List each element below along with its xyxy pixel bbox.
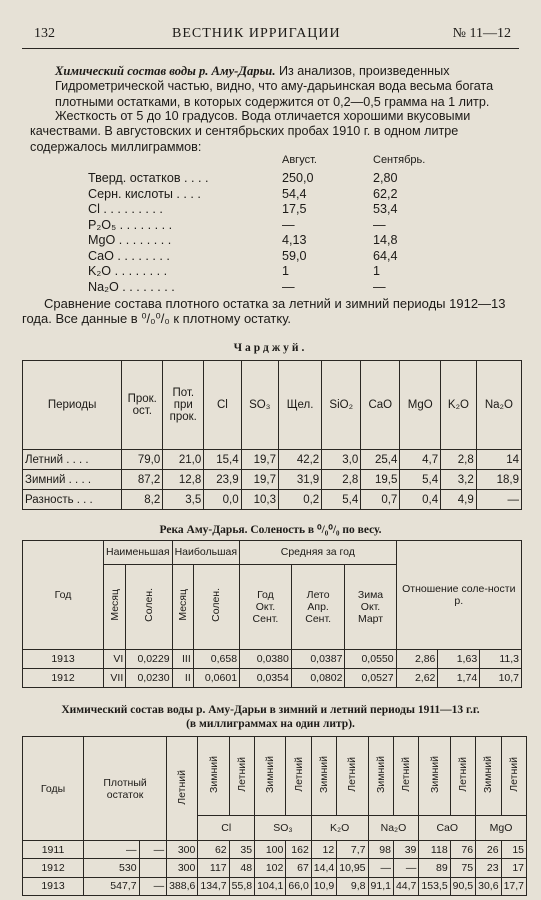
table-cell: 8,2 — [122, 490, 163, 510]
mini-row-sep: 62,2 — [373, 186, 398, 201]
row-label: Разность . . . — [23, 490, 122, 510]
table-cell: 0,0230 — [126, 668, 172, 687]
table-cell: — — [368, 859, 393, 877]
table3-subtitle: (в миллиграммах на один литр). — [186, 718, 355, 730]
table-cell: 0,0601 — [193, 668, 239, 687]
table-cell: 17,7 — [501, 877, 526, 895]
t2-h-min: Наименьшая — [104, 541, 173, 565]
table-cell: 35 — [229, 841, 254, 859]
table-cell: 547,7 — [84, 877, 140, 895]
table-cell: 388,6 — [167, 877, 198, 895]
table-cell: 2,62 — [396, 668, 438, 687]
row-label: Летний . . . . — [23, 450, 122, 470]
table-cell: 0,0380 — [240, 649, 292, 668]
table-row — [23, 668, 522, 687]
t3-h-so3-s: Летний — [292, 757, 305, 792]
table-cell: 10,95 — [337, 859, 368, 877]
mini-row-aug: — — [282, 279, 295, 294]
mini-table-row — [88, 248, 398, 264]
mini-row-label: Тверд. остатков . . . . — [88, 171, 209, 185]
page-header — [22, 26, 519, 46]
t3-h-cl-w: Зимний — [207, 755, 220, 793]
t2-h-month1: Месяц — [108, 589, 121, 621]
table-cell: 0,2 — [278, 490, 321, 510]
table-cell: 2,8 — [441, 450, 477, 470]
table-cell: 10,9 — [311, 877, 336, 895]
mini-row-label: Серн. кислоты . . . . — [88, 186, 201, 201]
t2-h-salt2: Солен. — [210, 588, 223, 623]
table-cell: 66,0 — [286, 877, 311, 895]
table1-title: Чарджуй. — [233, 342, 308, 354]
intro-paragraph — [55, 64, 525, 110]
table-composition — [22, 736, 527, 896]
table-cell: 118 — [419, 841, 450, 859]
row-label: 1912 — [23, 668, 104, 687]
table-cell: 0,0387 — [291, 649, 345, 668]
table-cell: 0,658 — [193, 649, 239, 668]
table-cell: 19,7 — [241, 450, 278, 470]
t2-h-year: Год — [23, 541, 104, 650]
table-cell: 15 — [501, 841, 526, 859]
table-cell: 2,8 — [322, 470, 361, 490]
table-cell: 117 — [198, 859, 229, 877]
t3-h-mgo-s: Летний — [507, 757, 520, 792]
table-row — [23, 877, 527, 895]
table-cell: 530 — [84, 859, 140, 877]
table-cell: 23 — [476, 859, 501, 877]
table-cell: 42,2 — [278, 450, 321, 470]
mini-row-label: MgO . . . . . . . . — [88, 233, 172, 247]
t3-h-cao-w: Зимний — [428, 755, 441, 793]
mini-table-row — [88, 202, 398, 217]
t3-h-cao-s: Летний — [456, 757, 469, 792]
mini-row-sep: — — [373, 217, 386, 232]
t3-h-so3-w: Зимний — [264, 755, 277, 793]
table-cell: 162 — [286, 841, 311, 859]
table-cell: 44,7 — [393, 877, 418, 895]
t3-h-na2o-s: Летний — [400, 757, 413, 792]
table-cell: III — [172, 649, 193, 668]
t2-h-winter: Зима — [357, 588, 384, 601]
t1-h-10: Na₂O — [476, 361, 521, 450]
t3-g-cao: CaO — [419, 815, 476, 840]
table-cell: 87,2 — [122, 470, 163, 490]
table-cell: 90,5 — [450, 877, 475, 895]
t1-h-7: CaO — [361, 361, 400, 450]
table-cell: 100 — [255, 841, 286, 859]
table-salinity — [22, 540, 522, 688]
table-chardzhui — [22, 360, 522, 510]
hardness-paragraph: Жесткость от 5 до 10 градусов. Вода отличается хорошими вкусовыми качествами. В августовских и сентябрьских пробах 1910 г. в одном литре содержалось миллиграммов: — [30, 109, 471, 154]
t2-h-summersub: Апр. Сент. — [305, 600, 332, 625]
t1-h-9: K₂O — [441, 361, 477, 450]
mini-table-row — [88, 217, 386, 233]
mini-row-aug: 17,5 — [282, 202, 307, 216]
t3-h-solid-summer: Летний — [176, 769, 189, 805]
table-row — [23, 450, 522, 470]
row-label: 1913 — [23, 649, 104, 668]
table-cell: 1,74 — [438, 668, 480, 687]
table-row — [23, 841, 527, 859]
table-cell: 0,4 — [400, 490, 441, 510]
table-cell: 134,7 — [198, 877, 229, 895]
table-cell: 104,1 — [255, 877, 286, 895]
row-label: 1912 — [23, 859, 84, 877]
t1-h-2: Пот. при прок. — [163, 361, 204, 450]
table-cell: 39 — [393, 841, 418, 859]
mini-table-row — [88, 186, 398, 202]
t1-h-1: Прок. ост. — [122, 361, 163, 450]
table-cell: 0,0802 — [291, 668, 345, 687]
table-cell: 3,2 — [441, 470, 477, 490]
table-cell: 89 — [419, 859, 450, 877]
table-cell: 14,4 — [311, 859, 336, 877]
t3-g-k2o: K₂O — [311, 815, 368, 840]
page-number: 132 — [34, 26, 55, 41]
t3-g-cl: Cl — [198, 815, 255, 840]
table-cell: 55,8 — [229, 877, 254, 895]
mini-row-label: K₂O . . . . . . . . — [88, 264, 168, 278]
mini-row-aug: 4,13 — [282, 233, 307, 247]
table-row — [23, 859, 527, 877]
table-cell: 5,4 — [400, 470, 441, 490]
table-cell: 19,7 — [241, 470, 278, 490]
mini-table-row — [88, 264, 381, 279]
mini-table-row — [88, 233, 398, 248]
intro-heading: Химический состав воды р. Аму-Дарьи. — [55, 64, 276, 78]
table-cell: 62 — [198, 841, 229, 859]
header-rule — [22, 48, 519, 49]
table-cell: 10,7 — [480, 668, 522, 687]
table3-title: Химический состав воды р. Аму-Дарьи в зимний и летний периоды 1911—13 г.г. — [61, 704, 480, 716]
mini-row-aug: 250,0 — [282, 171, 314, 185]
mini-row-label: P₂O₅ . . . . . . . . — [88, 217, 173, 232]
t1-h-5: Щел. — [278, 361, 321, 450]
table-cell: 75 — [450, 859, 475, 877]
table-cell: 98 — [368, 841, 393, 859]
table-cell: 21,0 — [163, 450, 204, 470]
t1-h-8: MgO — [400, 361, 441, 450]
mini-table-row — [88, 171, 398, 186]
table-cell: 30,6 — [476, 877, 501, 895]
table-cell: 25,4 — [361, 450, 400, 470]
mini-table-row — [88, 279, 386, 295]
table-cell: VI — [104, 649, 126, 668]
t2-h-wintersub: Окт. Март — [357, 600, 384, 625]
compare-paragraph: Сравнение состава плотного остатка за летний и зимний периоды 1912—13 года. Все данные в ⁰/₀⁰/₀ к плотному остатку. — [22, 296, 506, 327]
table-cell: 12 — [311, 841, 336, 859]
table-row — [23, 470, 522, 490]
t3-h-na2o-w: Зимний — [374, 755, 387, 793]
row-label: Зимний . . . . — [23, 470, 122, 490]
table-cell: 12,8 — [163, 470, 204, 490]
t2-h-yearcol: Год — [257, 588, 274, 601]
table-cell: 17 — [501, 859, 526, 877]
table-cell: 0,0354 — [240, 668, 292, 687]
t1-h-period: Периоды — [23, 361, 122, 450]
journal-title: ВЕСТНИК ИРРИГАЦИИ — [172, 26, 341, 41]
table-cell: 14 — [476, 450, 521, 470]
table-cell: 10,3 — [241, 490, 278, 510]
t2-h-month2: Месяц — [176, 589, 189, 621]
mini-row-sep: 53,4 — [373, 202, 398, 216]
table-row — [23, 649, 522, 668]
intro-text: Из анализов, произведенных Гидрометрической частью, видно, что аму-дарьинская вода весьма богата плотными остатками, в которых содержится от 0,2—0,5 грамма на 1 литр. — [55, 64, 494, 109]
table-cell: 0,0 — [204, 490, 241, 510]
table-cell: 1,63 — [438, 649, 480, 668]
table-cell: 11,3 — [480, 649, 522, 668]
table2-title: Река Аму-Дарья. Соленость в ⁰/₀⁰/₀ по весу. — [159, 524, 382, 536]
t1-h-4: SO₃ — [241, 361, 278, 450]
table-cell: VII — [104, 668, 126, 687]
table-cell: 4,9 — [441, 490, 477, 510]
mini-row-sep: 2,80 — [373, 171, 398, 185]
table-cell: 3,5 — [163, 490, 204, 510]
table-cell: 102 — [255, 859, 286, 877]
table-cell: 3,0 — [322, 450, 361, 470]
mini-row-aug: 1 — [282, 264, 290, 278]
t2-h-avg: Средняя за год — [240, 541, 397, 565]
table-cell: 0,7 — [361, 490, 400, 510]
table-cell: — — [476, 490, 521, 510]
t3-g-so3: SO₃ — [255, 815, 312, 840]
t3-h-k2o-w: Зимний — [318, 755, 331, 793]
issue-number: № 11—12 — [452, 26, 511, 41]
t1-h-3: Cl — [204, 361, 241, 450]
row-label: 1913 — [23, 877, 84, 895]
table-cell: — — [84, 841, 140, 859]
table-cell: 48 — [229, 859, 254, 877]
table-cell: — — [139, 841, 167, 859]
t2-h-summer: Лето — [306, 588, 330, 601]
table-cell: — — [139, 877, 167, 895]
table-cell: 18,9 — [476, 470, 521, 490]
mini-row-sep: 64,4 — [373, 248, 398, 263]
mini-row-sep: 1 — [373, 264, 381, 278]
t3-h-solid: Плотный остаток — [84, 737, 167, 841]
t2-h-ratio: Отношение соле-ности р. — [396, 541, 521, 650]
t3-h-cl-s: Летний — [235, 757, 248, 792]
table-cell: 26 — [476, 841, 501, 859]
table-cell: 31,9 — [278, 470, 321, 490]
mini-row-aug: — — [282, 217, 295, 232]
col-aug-header: Август. — [282, 154, 317, 166]
table-cell: 9,8 — [337, 877, 368, 895]
table-cell: — — [393, 859, 418, 877]
table-cell: 76 — [450, 841, 475, 859]
table-cell: 4,7 — [400, 450, 441, 470]
mini-row-aug: 54,4 — [282, 186, 307, 201]
t1-h-6: SiO₂ — [322, 361, 361, 450]
t2-h-max: Наибольшая — [172, 541, 239, 565]
table-cell: II — [172, 668, 193, 687]
table-cell: 15,4 — [204, 450, 241, 470]
table-cell: 0,0550 — [345, 649, 396, 668]
mini-row-aug: 59,0 — [282, 248, 307, 263]
t3-h-k2o-s: Летний — [346, 757, 359, 792]
t3-g-mgo: MgO — [476, 815, 527, 840]
t3-h-mgo-w: Зимний — [482, 755, 495, 793]
mini-row-sep: — — [373, 279, 386, 294]
t3-g-na2o: Na₂O — [368, 815, 419, 840]
table-cell: 91,1 — [368, 877, 393, 895]
table-cell: 19,5 — [361, 470, 400, 490]
table-cell: 300 — [167, 841, 198, 859]
mini-row-label: Cl . . . . . . . . . — [88, 202, 163, 216]
table-row — [23, 490, 522, 510]
table-cell: 67 — [286, 859, 311, 877]
mini-row-sep: 14,8 — [373, 233, 398, 247]
table-cell: 7,7 — [337, 841, 368, 859]
table-cell: 79,0 — [122, 450, 163, 470]
mini-row-label: CaO . . . . . . . . — [88, 248, 170, 263]
table-cell: 0,0229 — [126, 649, 172, 668]
col-sep-header: Сентябрь. — [373, 154, 426, 166]
row-label: 1911 — [23, 841, 84, 859]
table-cell — [139, 859, 167, 877]
table-cell: 23,9 — [204, 470, 241, 490]
t3-h-years: Годы — [23, 737, 84, 841]
table-cell: 5,4 — [322, 490, 361, 510]
t2-h-yearsub: Окт. Сент. — [252, 600, 279, 625]
table-cell: 153,5 — [419, 877, 450, 895]
table-cell: 0,0527 — [345, 668, 396, 687]
table-cell: 300 — [167, 859, 198, 877]
t2-h-salt1: Солен. — [142, 588, 155, 623]
table-cell: 2,86 — [396, 649, 438, 668]
mini-row-label: Na₂O . . . . . . . . — [88, 279, 175, 294]
